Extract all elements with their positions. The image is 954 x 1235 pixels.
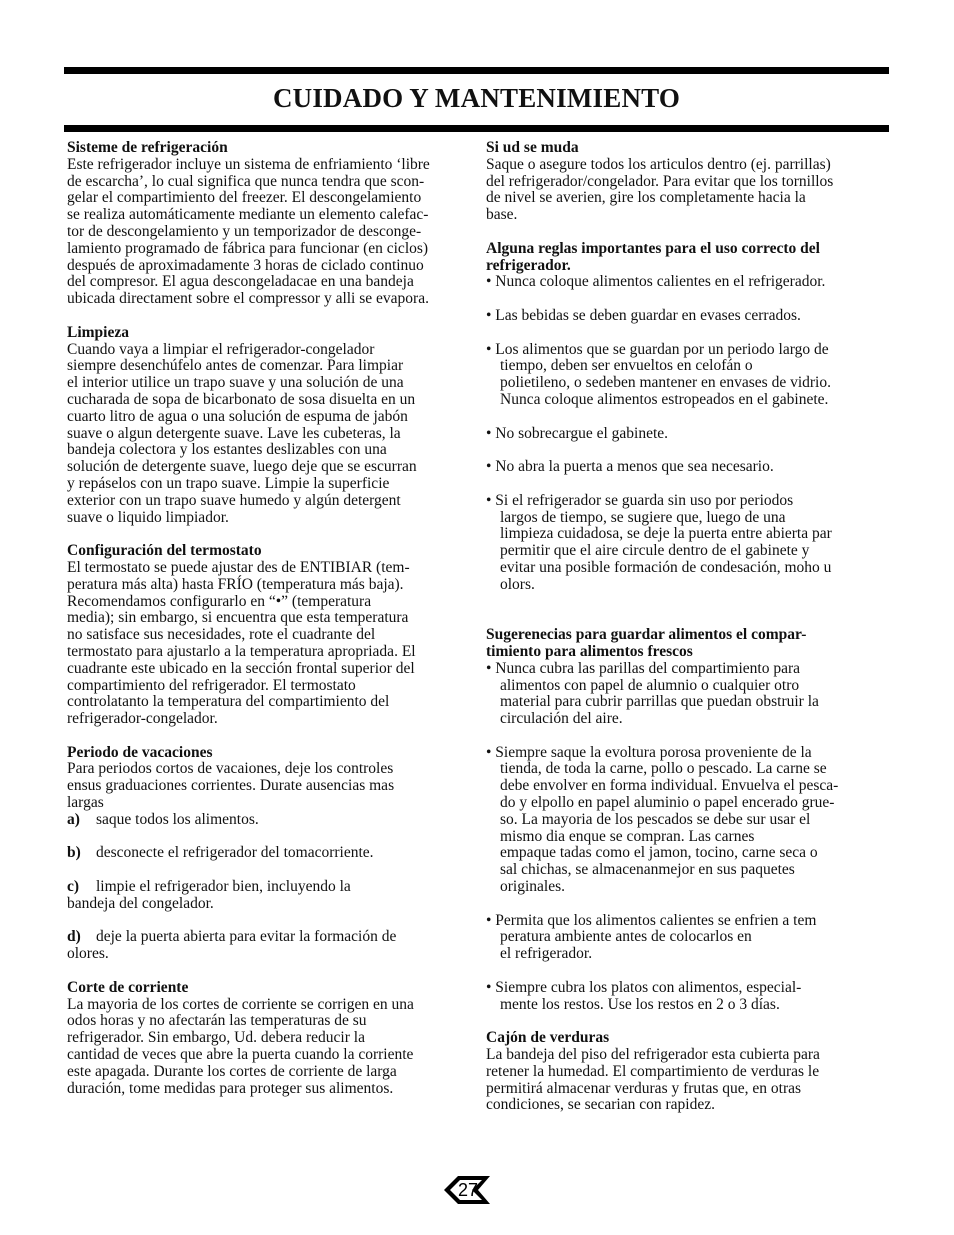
item-text: desconecte el refrigerador del tomacorriente. (96, 844, 374, 862)
section-heading: Corte de corriente (67, 978, 189, 996)
section-heading: Alguna reglas importantes para el uso correcto del refrigerador. (486, 239, 820, 274)
list-item (67, 929, 469, 963)
section-text: Para periodos cortos de vacaiones, deje los controles ensus graduaciones corrientes. Durate ausencias mas largas (67, 760, 395, 812)
list-item (67, 812, 469, 829)
bullet-item: • Las bebidas se deben guardar en evases cerrados. (486, 306, 801, 324)
section-sugerencias (486, 627, 888, 1013)
section-corte (67, 980, 469, 1098)
item-label: b) (67, 844, 81, 862)
section-vacaciones (67, 745, 469, 963)
section-termostato (67, 543, 469, 728)
section-heading: Periodo de vacaciones (67, 743, 213, 761)
bullet-item: • Siempre cubra los platos con alimentos, especial- mente los restos. Use los restos en 2 o 3 días. (486, 978, 802, 1013)
section-heading: Sugerenecias para guardar alimentos el compar- timiento para alimentos frescos (486, 626, 807, 660)
right-column (486, 140, 888, 1131)
section-muda (486, 140, 888, 224)
section-refrigeracion (67, 140, 469, 308)
section-heading: Configuración del termostato (67, 542, 262, 560)
item-text: limpie el refrigerador bien, incluyendo la bandeja del congelador. (67, 878, 351, 912)
bullet-item: • Nunca coloque alimentos calientes en el refrigerador. (486, 273, 826, 291)
section-text: El termostato se puede ajustar des de ENTIBIAR (tem- peratura más alta) hasta FRÍO (temperatura más baja). Recomendamos configurarlo en “•” (temperatura media); sin embargo, si encuentra que esta temperatura no satisface sus necesidades, rote el cuadrante del termostato para ajustarlo a la temperatura apropriada. El cuadrante este ubicado en la sección frontal superior del compartimiento del refrigerador. El termostato controlatanto la temperatura del compartimiento del refrigerador-congelador. (67, 558, 416, 728)
header-rule-bottom (64, 125, 889, 132)
item-label: a) (67, 810, 80, 828)
bullet-item: • Nunca cubra las parillas del compartimiento para alimentos con papel de alumnio o cualquier otro material para cubrir parrillas que puedan obstruir la circulación del aire. (486, 659, 819, 728)
left-column (67, 140, 469, 1114)
section-heading: Limpieza (67, 323, 129, 341)
bullet-item: • No sobrecargue el gabinete. (486, 424, 669, 442)
bullet-item: • Permita que los alimentos calientes se enfrien a tem peratura ambiente antes de colocarlos en el refrigerador. (486, 911, 817, 963)
item-text: saque todos los alimentos. (96, 810, 259, 828)
section-heading: Sisteme de refrigeración (67, 139, 228, 156)
bullet-item: • Los alimentos que se guardan por un periodo largo de tiempo, deben ser envueltos en celofán o polietileno, o sedeben mantener en envases de vidrio. Nunca coloque alimentos estropeados en el gabinete. (486, 340, 831, 408)
page-number: 27 (457, 1180, 479, 1200)
item-label: c) (67, 878, 80, 896)
item-label: d) (67, 928, 81, 946)
section-reglas (486, 241, 888, 594)
page-title: CUIDADO Y MANTENIMIENTO (272, 83, 681, 113)
section-text: Cuando vaya a limpiar el refrigerador-congelador siempre desenchúfelo antes de comenzar. Para limpiar el interior utilice un trapo suave y una solución de una cucharada de sopa de bicarbonato de sosa disuelta en un cuarto litro de agua o una solución de espuma de jabón suave o algun detergente suave. Lave les cubeteras, la bandeja colectora y los estantes deslizables con una solución de detergente suave, luego deje que se escurran y repáselos con un trapo suave. Limpie la superficie exterior con un trapo suave humedo y algún detergent suave o liquido limpiador. (67, 340, 417, 526)
item-text: deje la puerta abierta para evitar la formación de olores. (67, 928, 397, 963)
header-rule-top (64, 67, 889, 74)
bullet-item: • No abra la puerta a menos que sea necesario. (486, 458, 774, 476)
section-text: Este refrigerador incluye un sistema de enfriamiento ‘libre de escarcha’, lo cual significa que nunca tendra que scon- gelar el compartimiento del freezer. El descongelamiento se realiza automáticamente mediante un elemento calefac- tor de descongelamiento y un temporizador de desconge- lamiento programado de fábrica para funcionar (en ciclos) después de aproximadamente 3 horas de ciclado continuo del compresor. El agua descongeladacae en una bandeja ubicada directament sobre el compressor y alli se evapora. (67, 155, 430, 308)
section-text: La mayoria de los cortes de corriente se corrigen en una odos horas y no afectarán las temperaturas de su refrigerador. Sin embargo, Ud. debera reducir la cantidad de veces que abre la puerta cuando la corriente este apagada. Durante los cortes de corriente de larga duración, tome medidas para proteger sus alimentos. (67, 995, 414, 1097)
section-limpieza (67, 325, 469, 527)
bullet-item: • Si el refrigerador se guarda sin uso por periodos largos de tiempo, se sugiere que, luego de una limpieza cuidadosa, se deje la puerta entre abierta par permitir que el aire circule dentro de el gabinete y evitar una posible formación de condesación, moho u olors. (486, 491, 832, 593)
list-item (67, 879, 469, 913)
section-heading: Si ud se muda (486, 139, 579, 156)
section-heading: Cajón de verduras (486, 1029, 610, 1047)
section-text: Saque o asegure todos los articulos dentro (ej. parrillas) del refrigerador/congelador. Para evitar que los tornillos de nivel se averien, gire los completamente hacia la base. (486, 155, 834, 224)
section-verduras (486, 1030, 888, 1114)
bullet-item: • Siempre saque la evoltura porosa proveniente de la tienda, de toda la carne, pollo o pescado. La carne se debe envolver en forma individual. Envuelva el pesca- do y elpollo en papel aluminio o papel encerado grue- so. La mayoria de los pescados se debe sur usar el mismo dia enque se compran. Las carnes empaque tadas como el jamon, tocino, carne seca o sal chichas, se almacenanmejor en sus paquetes originales. (486, 743, 839, 896)
list-item (67, 845, 469, 862)
section-text: La bandeja del piso del refrigerador esta cubierta para retener la humedad. El compartimiento de verduras le permitirá almacenar verduras y frutas que, en otras condiciones, se secarian con rapidez. (486, 1046, 820, 1114)
